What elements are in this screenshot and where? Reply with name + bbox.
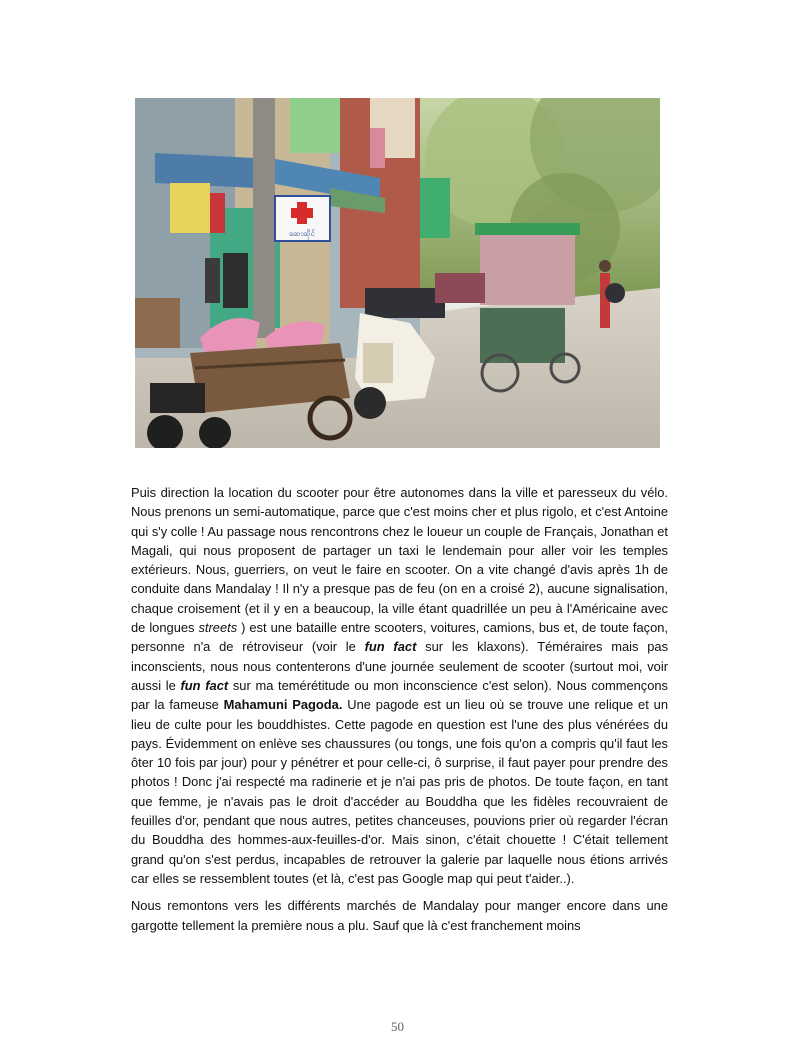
text-run: Puis direction la location du scooter pour être autonomes dans la ville et paresseux du vélo. Nous prenons un semi-automatique, parce que c'est moins cher et plus rigolo, et c'est Antoine qui s'y colle ! Au passage nous rencontrons chez le loueur un couple de Français, Jonathan et Magali, qui nous proposent de partager un taxi le lendemain pour aller voir les temples extérieurs. Nous, guerriers, on veut le faire en scooter. On a vite changé d'avis après 1h de conduite dans Mandalay ! Il n'y a presque pas de feu (on en a croisé 2), aucune signalisation, chaque croisement (et il y en a beaucoup, la ville étant quadrillée un peu à l'Américaine avec de longues	[131, 485, 668, 636]
pharmacy-sign-text: ဆေးဆိုင်	[289, 229, 315, 238]
article-body	[131, 483, 668, 943]
text-run: fun fact	[364, 639, 417, 655]
street-photo	[135, 98, 660, 448]
text-run: Mahamuni Pagoda.	[223, 697, 343, 713]
text-run: sur les klaxons). Téméraires mais pas inconscients, nous nous contenterons d'une journée seulement de scooter (surtout moi, voir aussi le	[131, 639, 669, 693]
text-run: fun fact	[180, 677, 229, 693]
street-scene-illustration	[135, 98, 660, 448]
text-run: sur ma temérétitude ou mon inconscience c'est selon). Nous commençons par la fameuse	[131, 677, 669, 713]
text-run: Nous remontons vers les différents marchés de Mandalay pour manger encore dans une gargotte tellement la première nous a plu. Sauf que là c'est franchement moins	[131, 898, 668, 933]
text-run: Une pagode est un lieu où se trouve une relique et un lieu de culte pour les bouddhistes. Cette pagode en question est l'une des plus vénérées du pays. Évidemment on enlève ses chaussures (ou tongs, une fois qu'on a compris qu'il faut les ôter 10 fois par jour) pour y pénétrer et pour celle-ci, ô surprise, il faut payer pour prendre des photos ! Donc j'ai respecté ma radinerie et je n'ai pas pris de photos. De toute façon, en tant que femme, je n'avais pas le droit d'accéder au Bouddha que les fidèles recouvraient de feuilles d'or, pendant que nous autres, petites chanceuses, pouvions prier où regarder l'écran du Bouddha des hommes-aux-feuilles-d'or. Mais sinon, c'était chouette ! C'était tellement grand qu'on s'est perdus, incapables de retrouver la galerie par laquelle nous étions arrivés car elles se ressemblent toutes (et là, c'est pas Google map qui peut t'aider..).	[131, 697, 668, 886]
paragraph	[131, 483, 668, 888]
paragraph	[131, 896, 668, 935]
text-run: streets	[198, 620, 238, 636]
text-run: ) est une bataille entre scooters, voitures, camions, bus et, de toute façon, personne n'a de rétroviseur (voir le	[131, 620, 669, 655]
page-number: 50	[391, 1019, 404, 1034]
